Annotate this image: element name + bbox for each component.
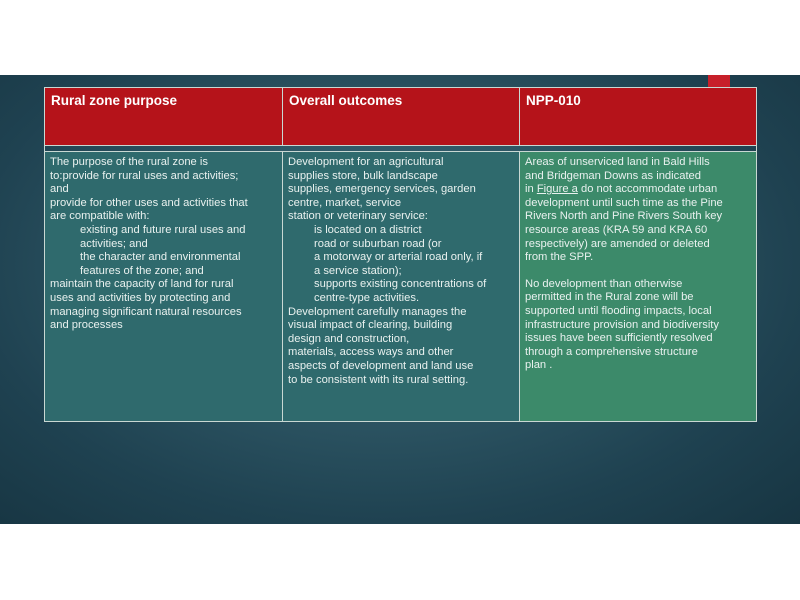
planning-table: [44, 87, 757, 422]
text-line: is located on a district: [314, 223, 422, 236]
header-overall-outcomes: Overall outcomes: [283, 88, 520, 146]
text-line: supplies store, bulk landscape: [288, 169, 438, 182]
text-line: design and construction,: [288, 332, 410, 345]
text-line: activities; and: [80, 237, 148, 250]
text-line: maintain the capacity of land for rural: [50, 278, 234, 291]
text-line: features of the zone; and: [80, 264, 204, 277]
paragraph-unserviced-land: [525, 156, 751, 265]
text-line: The purpose of the rural zone is: [50, 156, 208, 168]
text-line: provide for other uses and activities that: [50, 196, 248, 209]
text-line: respectively) are amended or deleted: [525, 237, 710, 250]
text-line: a service station);: [314, 264, 402, 277]
text-fragment: in: [525, 183, 537, 196]
text-line: managing significant natural resources: [50, 305, 242, 318]
text-line: infrastructure provision and biodiversity: [525, 318, 720, 331]
text-line: are compatible with:: [50, 210, 150, 223]
header-npp-010: NPP-010: [520, 88, 757, 146]
text-line: the character and environmental: [80, 251, 241, 264]
text-line: centre-type activities.: [314, 291, 420, 304]
text-line: to be consistent with its rural setting.: [288, 373, 469, 386]
header-rural-zone-purpose: Rural zone purpose: [45, 88, 283, 146]
text-line: resource areas (KRA 59 and KRA 60: [525, 223, 708, 236]
text-line: existing and future rural uses and: [80, 223, 246, 236]
text-line: issues have been sufficiently resolved: [525, 332, 713, 345]
text-line: plan .: [525, 359, 553, 372]
text-fragment: do not accommodate urban: [577, 183, 718, 196]
text-line: from the SPP.: [525, 251, 594, 264]
cell-npp-010: [520, 152, 757, 422]
text-line: supplies, emergency services, garden: [288, 183, 476, 196]
text-line: centre, market, service: [288, 196, 402, 209]
text-line: and: [50, 183, 69, 196]
figure-a-link[interactable]: Figure a: [536, 183, 578, 196]
text-line: No development than otherwise: [525, 277, 683, 290]
text-line: Areas of unserviced land in Bald Hills: [525, 156, 710, 168]
text-line: visual impact of clearing, building: [288, 319, 453, 332]
text-line: supports existing concentrations of: [314, 278, 487, 291]
text-line: to:provide for rural uses and activities;: [50, 169, 239, 182]
text-line: through a comprehensive structure: [525, 345, 698, 358]
red-accent-bar: [708, 75, 730, 87]
cell-overall-outcomes: [283, 152, 520, 422]
text-line: a motorway or arterial road only, if: [314, 251, 483, 264]
content-row: [45, 152, 757, 422]
text-line: development until such time as the Pine: [525, 196, 723, 209]
header-row: [45, 88, 757, 146]
text-line: supported until flooding impacts, local: [525, 304, 712, 317]
text-line: uses and activities by protecting and: [50, 291, 231, 304]
cell-rural-zone-purpose: [45, 152, 283, 422]
text-line: [525, 183, 751, 197]
slide: [0, 75, 800, 524]
paragraph-rural-zone-development: [525, 278, 751, 373]
text-line: permitted in the Rural zone will be: [525, 291, 694, 304]
text-line: Development for an agricultural: [288, 156, 444, 168]
text-line: station or veterinary service:: [288, 210, 428, 223]
text-line: Development carefully manages the: [288, 305, 467, 318]
text-line: aspects of development and land use: [288, 359, 474, 372]
text-line: and processes: [50, 319, 123, 332]
text-line: road or suburban road (or: [314, 237, 442, 250]
text-line: materials, access ways and other: [288, 346, 454, 359]
text-line: and Bridgeman Downs as indicated: [525, 169, 701, 182]
text-line: Rivers North and Pine Rivers South key: [525, 210, 723, 223]
